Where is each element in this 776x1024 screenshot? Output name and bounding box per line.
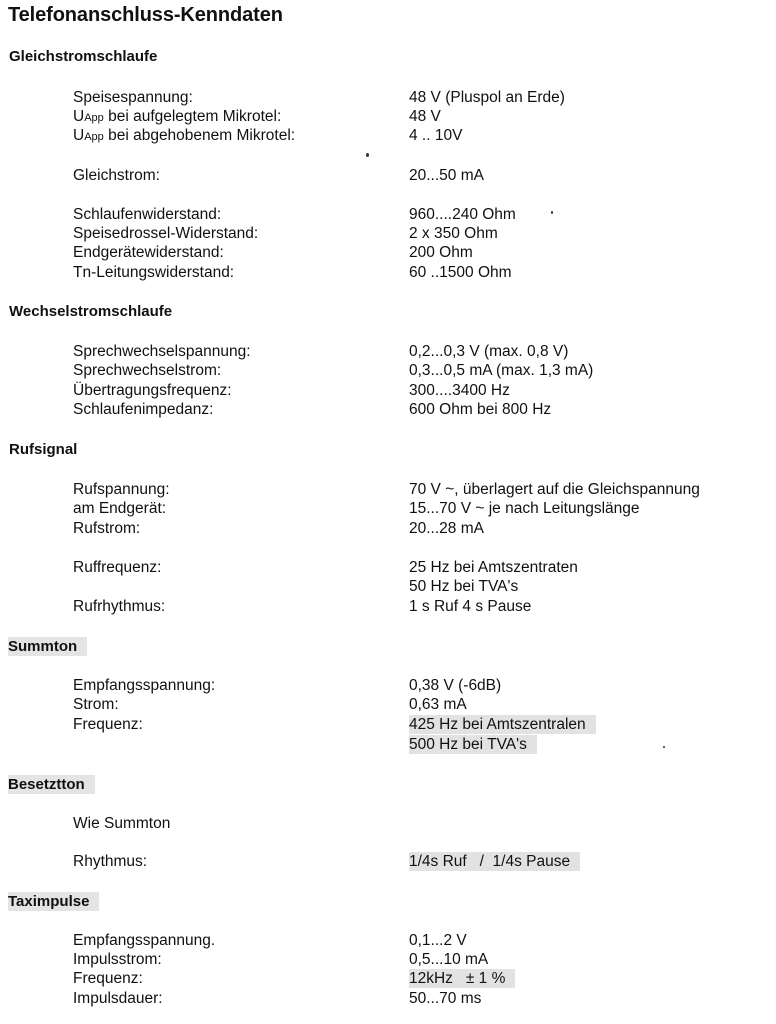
label-uebertragungsfrequenz: Übertragungsfrequenz: xyxy=(73,382,232,399)
label-endgeraetewiderstand: Endgerätewiderstand: xyxy=(73,244,224,261)
value-endgeraetewiderstand: 200 Ohm xyxy=(409,244,473,261)
label-am-endgeraet: am Endgerät: xyxy=(73,500,167,517)
label-summ-strom: Strom: xyxy=(73,696,119,713)
label-gleichstrom: Gleichstrom: xyxy=(73,167,160,184)
label-uapp-abgehoben: UApp bei abgehobenem Mikrotel: xyxy=(73,127,296,144)
value-speisedrossel: 2 x 350 Ohm xyxy=(409,225,498,242)
value-besetzt-rhythmus: 1/4s Ruf / 1/4s Pause xyxy=(409,852,580,871)
label-uapp-aufgelegt: UApp bei aufgelegtem Mikrotel: xyxy=(73,108,282,125)
section-heading-wechselstrom: Wechselstromschlaufe xyxy=(9,303,173,320)
value-taxi-frequenz: 12kHz ± 1 % xyxy=(409,969,515,988)
value-schlaufenimpedanz: 600 Ohm bei 800 Hz xyxy=(409,401,552,418)
scan-speck xyxy=(663,746,665,748)
value-uapp-abgehoben: 4 .. 10V xyxy=(409,127,463,144)
label-ruffrequenz: Ruffrequenz: xyxy=(73,559,162,576)
value-ruffrequenz-amt: 25 Hz bei Amtszentraten xyxy=(409,559,578,576)
label-sprechwechselspannung: Sprechwechselspannung: xyxy=(73,343,251,360)
label-besetzt-rhythmus: Rhythmus: xyxy=(73,853,148,870)
label-impulsstrom: Impulsstrom: xyxy=(73,951,162,968)
label-rufstrom: Rufstrom: xyxy=(73,520,141,537)
label-taxi-frequenz: Frequenz: xyxy=(73,970,143,987)
section-heading-taximpulse: Taximpulse xyxy=(8,892,99,911)
value-summ-frequenz-tva: 500 Hz bei TVA's xyxy=(409,735,537,754)
value-gleichstrom: 20...50 mA xyxy=(409,167,484,184)
value-ruffrequenz-tva: 50 Hz bei TVA's xyxy=(409,578,519,595)
label-schlaufenimpedanz: Schlaufenimpedanz: xyxy=(73,401,214,418)
value-impulsdauer: 50...70 ms xyxy=(409,990,482,1007)
label-speisedrossel: Speisedrossel-Widerstand: xyxy=(73,225,259,242)
label-tn-leitungswiderstand: Tn-Leitungswiderstand: xyxy=(73,264,235,281)
value-summ-strom: 0,63 mA xyxy=(409,696,467,713)
value-sprechwechselspannung: 0,2...0,3 V (max. 0,8 V) xyxy=(409,343,569,360)
page-title: Telefonanschluss-Kenndaten xyxy=(8,4,283,26)
value-schlaufenwiderstand: 960....240 Ohm xyxy=(409,206,516,223)
value-summ-frequenz-amt: 425 Hz bei Amtszentralen xyxy=(409,715,596,734)
label-summ-frequenz: Frequenz: xyxy=(73,716,143,733)
label-rufrhythmus: Rufrhythmus: xyxy=(73,598,166,615)
value-am-endgeraet: 15...70 V ~ je nach Leitungslänge xyxy=(409,500,640,517)
value-taxi-empfangsspannung: 0,1...2 V xyxy=(409,932,467,949)
scan-speck xyxy=(366,153,369,157)
section-heading-rufsignal: Rufsignal xyxy=(9,441,78,458)
section-heading-summton: Summton xyxy=(8,637,87,656)
value-uapp-aufgelegt: 48 V xyxy=(409,108,441,125)
value-impulsstrom: 0,5...10 mA xyxy=(409,951,489,968)
label-schlaufenwiderstand: Schlaufenwiderstand: xyxy=(73,206,222,223)
section-heading-besetztton: Besetztton xyxy=(8,775,95,794)
label-summ-empfangsspannung: Empfangsspannung: xyxy=(73,677,216,694)
value-tn-leitungswiderstand: 60 ..1500 Ohm xyxy=(409,264,512,281)
value-speisespannung: 48 V (Pluspol an Erde) xyxy=(409,89,565,106)
label-wie-summton: Wie Summton xyxy=(73,815,171,832)
scan-speck xyxy=(551,211,553,214)
value-rufstrom: 20...28 mA xyxy=(409,520,484,537)
value-sprechwechselstrom: 0,3...0,5 mA (max. 1,3 mA) xyxy=(409,362,594,379)
value-rufspannung: 70 V ~, überlagert auf die Gleichspannung xyxy=(409,481,700,498)
label-sprechwechselstrom: Sprechwechselstrom: xyxy=(73,362,222,379)
section-heading-gleichstrom: Gleichstromschlaufe xyxy=(9,48,158,65)
value-summ-empfangsspannung: 0,38 V (-6dB) xyxy=(409,677,502,694)
label-taxi-empfangsspannung: Empfangsspannung. xyxy=(73,932,216,949)
label-rufspannung: Rufspannung: xyxy=(73,481,170,498)
value-uebertragungsfrequenz: 300....3400 Hz xyxy=(409,382,510,399)
value-rufrhythmus: 1 s Ruf 4 s Pause xyxy=(409,598,532,615)
label-speisespannung: Speisespannung: xyxy=(73,89,193,106)
label-impulsdauer: Impulsdauer: xyxy=(73,990,163,1007)
